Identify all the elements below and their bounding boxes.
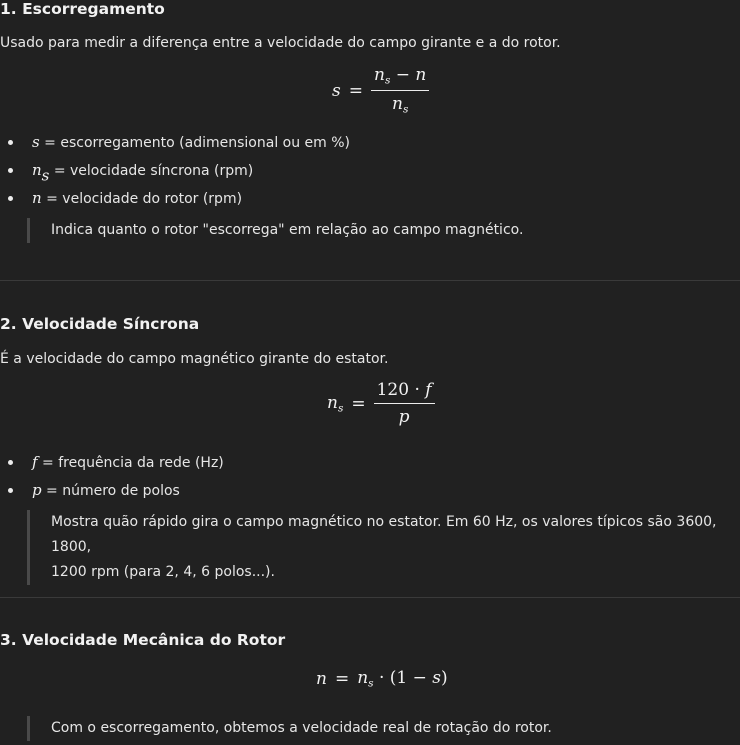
fraction-numerator: $n_s - n$ (373, 65, 427, 87)
formula-lhs: $n_s$ (327, 392, 344, 415)
slip-fraction (371, 66, 429, 117)
note-text: Indica quanto o rotor "escorrega" em relação ao campo magnético. (51, 222, 524, 238)
synchronous-speed-formula (327, 381, 435, 426)
bullet-dot (8, 196, 13, 201)
equals-sign: = (348, 81, 363, 102)
formula-rhs: $n_s \cdot (1 - s)$ (357, 668, 448, 690)
section-1-definitions (0, 128, 740, 212)
bullet-dot (8, 140, 13, 145)
section-divider (0, 280, 740, 281)
formula-lhs: n (316, 668, 327, 689)
slip-formula (332, 66, 429, 117)
note-text-line-1: Mostra quão rápido gira o campo magnético no estator. Em 60 Hz, os valores típicos são 3600, 1800, (51, 514, 717, 555)
fraction-denominator: p (398, 406, 410, 427)
section-1-intro: Usado para medir a diferença entre a velocidade do campo girante e a do rotor. (0, 35, 561, 51)
section-2-intro: É a velocidade do campo magnético girante do estator. (0, 351, 389, 367)
list-item: ns = velocidade síncrona (rpm) (0, 156, 740, 184)
equals-sign: = (334, 668, 350, 689)
section-divider (0, 597, 740, 598)
list-item: p = número de polos (0, 476, 740, 504)
equals-sign: = (351, 393, 366, 414)
list-item: n = velocidade do rotor (rpm) (0, 184, 740, 212)
sync-fraction (374, 381, 435, 426)
list-item: f = frequência da rede (Hz) (0, 448, 740, 476)
fraction-numerator: 120 · f (376, 380, 432, 400)
rotor-speed-formula (316, 668, 448, 690)
section-1-note (27, 218, 523, 243)
list-item: s = escorregamento (adimensional ou em %) (0, 128, 740, 156)
bullet-dot (8, 460, 13, 465)
section-3-heading: 3. Velocidade Mecânica do Rotor (0, 631, 286, 649)
section-1-heading: 1. Escorregamento (0, 0, 165, 18)
fraction-denominator: $n_s$ (391, 94, 409, 116)
bullet-dot (8, 488, 13, 493)
note-text-line-2: 1200 rpm (para 2, 4, 6 polos...). (51, 564, 275, 580)
section-3-note (27, 716, 552, 741)
bullet-dot (8, 168, 13, 173)
section-2-note (27, 510, 740, 585)
section-2-definitions (0, 448, 740, 504)
formula-lhs: s (332, 81, 341, 102)
note-text: Com o escorregamento, obtemos a velocidade real de rotação do rotor. (51, 720, 552, 736)
section-2-heading: 2. Velocidade Síncrona (0, 315, 200, 333)
